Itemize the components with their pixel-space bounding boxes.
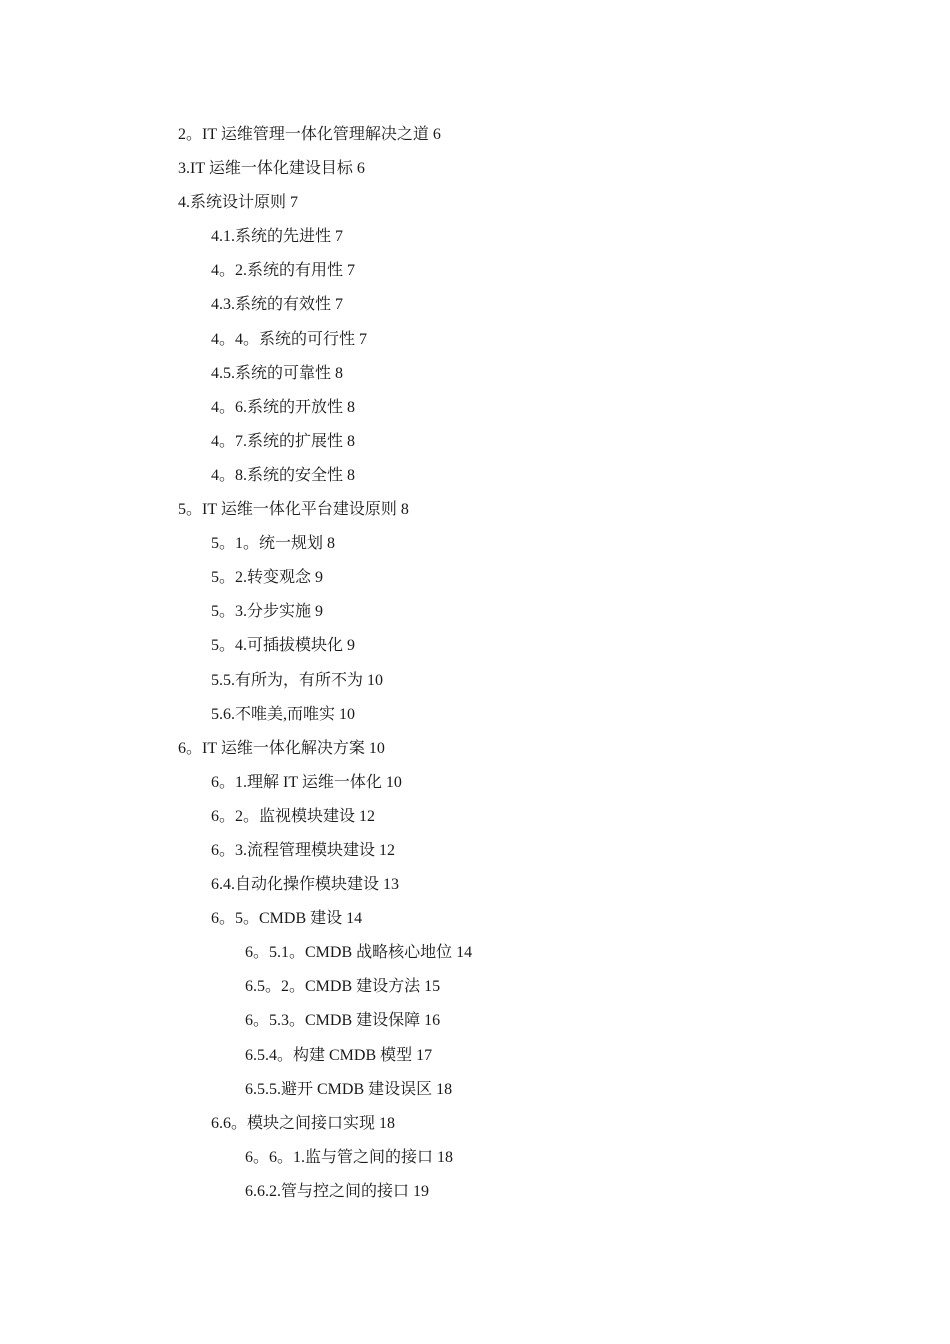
toc-entry-level-2[interactable]: 4。8.系统的安全性 8 bbox=[211, 466, 356, 484]
toc-entry-level-2[interactable]: 4.3.系统的有效性 7 bbox=[211, 296, 344, 314]
toc-entry-level-2[interactable]: 5。1。统一规划 8 bbox=[211, 535, 336, 553]
toc-entry-level-2[interactable]: 6。5。CMDB 建设 14 bbox=[211, 910, 363, 928]
toc-entry-level-3[interactable]: 6。5.1。CMDB 战略核心地位 14 bbox=[245, 944, 473, 962]
toc-entry-level-2[interactable]: 4.1.系统的先进性 7 bbox=[211, 228, 344, 246]
toc-entry-level-2[interactable]: 6。2。监视模块建设 12 bbox=[211, 807, 376, 825]
toc-entry-level-2[interactable]: 5。4.可插拔模块化 9 bbox=[211, 637, 356, 655]
toc-entry-level-2[interactable]: 4.5.系统的可靠性 8 bbox=[211, 364, 344, 382]
toc-entry-level-3[interactable]: 6.5.4。构建 CMDB 模型 17 bbox=[245, 1046, 433, 1064]
toc-entry-level-2[interactable]: 6.6。模块之间接口实现 18 bbox=[211, 1114, 396, 1132]
toc-entry-level-2[interactable]: 5。2.转变观念 9 bbox=[211, 569, 324, 587]
toc-entry-level-1[interactable]: 2。IT 运维管理一体化管理解决之道 6 bbox=[178, 126, 441, 143]
toc-entry-level-2[interactable]: 6。1.理解 IT 运维一体化 10 bbox=[211, 773, 402, 791]
toc-entry-level-2[interactable]: 6。3.流程管理模块建设 12 bbox=[211, 841, 396, 859]
toc-entry-level-3[interactable]: 6.5。2。CMDB 建设方法 15 bbox=[245, 978, 441, 996]
toc-entry-level-3[interactable]: 6。5.3。CMDB 建设保障 16 bbox=[245, 1012, 441, 1030]
toc-entry-level-2[interactable]: 5.5.有所为，有所不为 10 bbox=[211, 671, 384, 689]
toc-entry-level-1[interactable]: 4.系统设计原则 7 bbox=[178, 194, 299, 212]
toc-entry-level-1[interactable]: 5。IT 运维一体化平台建设原则 8 bbox=[178, 501, 409, 519]
toc-entry-level-3[interactable]: 6.6.2.管与控之间的接口 19 bbox=[245, 1182, 430, 1200]
toc-entry-level-1[interactable]: 6。IT 运维一体化解决方案 10 bbox=[178, 739, 385, 757]
toc-entry-level-3[interactable]: 6.5.5.避开 CMDB 建设误区 18 bbox=[245, 1080, 453, 1098]
toc-entry-level-2[interactable]: 5。3.分步实施 9 bbox=[211, 603, 324, 621]
table-of-contents bbox=[0, 118, 950, 1209]
toc-entry-level-2[interactable]: 5.6.不唯美,而唯实 10 bbox=[211, 705, 356, 723]
toc-entry-level-2[interactable]: 4。7.系统的扩展性 8 bbox=[211, 432, 356, 450]
toc-entry-level-2[interactable]: 4。6.系统的开放性 8 bbox=[211, 398, 356, 416]
toc-entry-level-3[interactable]: 6。6。1.监与管之间的接口 18 bbox=[245, 1148, 454, 1166]
toc-entry-level-1[interactable]: 3.IT 运维一体化建设目标 6 bbox=[178, 160, 365, 178]
toc-entry-level-2[interactable]: 6.4.自动化操作模块建设 13 bbox=[211, 876, 400, 894]
toc-entry-level-2[interactable]: 4。4。系统的可行性 7 bbox=[211, 330, 368, 348]
toc-entry-level-2[interactable]: 4。2.系统的有用性 7 bbox=[211, 262, 356, 280]
